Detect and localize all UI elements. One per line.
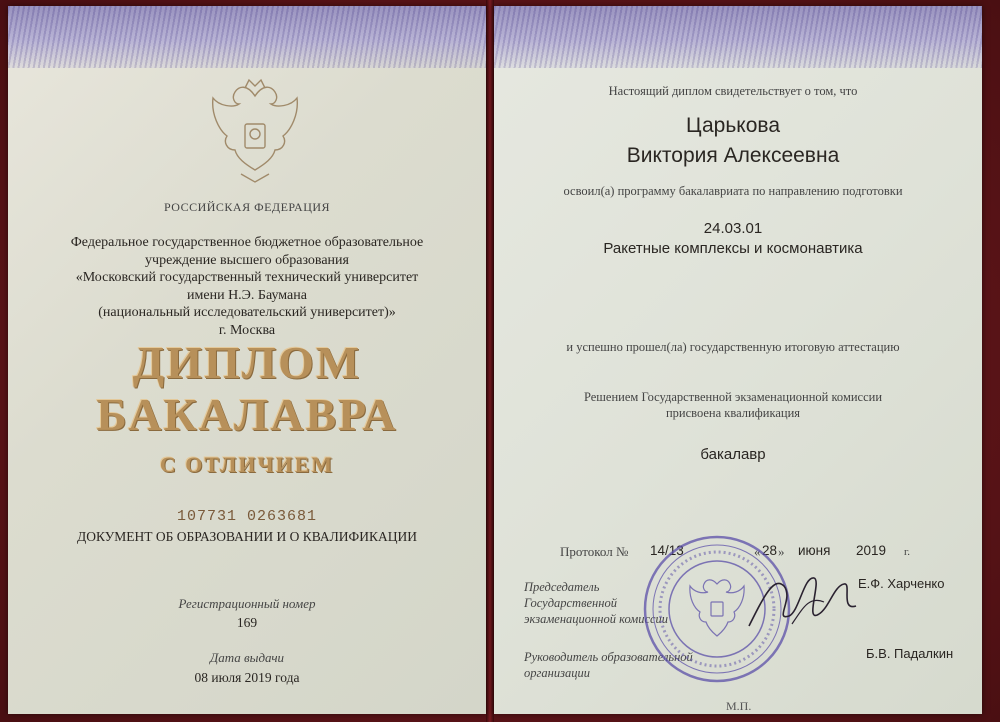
institution-line: «Московский государственный технический университет [75,270,419,285]
stamp-place: М.П. [726,699,752,713]
head-name: Б.В. Падалкин [866,646,954,661]
diploma-spine [486,0,494,722]
chair-label-line: Председатель [524,580,600,594]
decorative-band [8,6,486,68]
program-text: освоил(а) программу бакалавриата по направлению подготовки [563,184,903,198]
decision-line2: присвоена квалификация [665,406,801,420]
decision-line1: Решением Государственной экзаменационной комиссии [583,390,883,404]
graduate-surname: Царькова [686,114,780,137]
institution-name [48,234,446,339]
diploma-title-line2: БАКАЛАВРА [96,389,398,440]
diploma-title-line1: ДИПЛОМ [132,337,362,388]
head-label-line: Руководитель образовательной [524,650,693,664]
decorative-band [494,6,982,68]
date-quote-open: « [754,544,761,559]
chair-label-line: экзаменационной комиссии [524,612,669,626]
program-name: Ракетные комплексы и космонавтика [603,240,863,257]
registration-label: Регистрационный номер [178,596,316,611]
institution-line: (национальный исследовательский университет)» [98,305,396,320]
protocol-day: 28 [762,543,778,558]
year-suffix: г. [904,546,911,558]
date-quote-close: » [778,544,785,559]
protocol-year: 2019 [856,543,887,558]
head-label-line: организации [524,666,590,680]
country-name: РОССИЙСКАЯ ФЕДЕРАЦИЯ [163,200,331,214]
signature-icon [744,566,864,636]
honors-label: С ОТЛИЧИЕМ [159,452,335,477]
issue-date: 08 июля 2019 года [194,670,300,685]
institution-line: г. Москва [218,322,276,338]
institution-line: имени Н.Э. Баумана [187,287,307,303]
institution-line: учреждение высшего образования [145,252,349,268]
diploma-left-page [8,6,486,714]
chair-label-line: Государственной [524,596,617,610]
issue-date-label: Дата выдачи [209,650,285,665]
intro-text: Настоящий диплом свидетельствует о том, что [608,84,858,98]
document-type: ДОКУМЕНТ ОБ ОБРАЗОВАНИИ И О КВАЛИФИКАЦИИ [77,529,417,544]
diploma-right-page [494,6,982,714]
protocol-number: 14/13 [650,543,684,558]
chair-name: Е.Ф. Харченко [858,576,945,591]
attestation-text: и успешно прошел(ла) государственную итоговую аттестацию [566,340,900,354]
institution-line: Федеральное государственное бюджетное образовательное [70,235,424,250]
protocol-label: Протокол № [560,544,629,559]
serial-number: 107731 0263681 [176,508,318,525]
registration-number: 169 [236,615,258,630]
protocol-month: июня [798,543,831,558]
coat-of-arms-icon [204,78,306,188]
qualification: бакалавр [700,446,766,463]
graduate-name: Виктория Алексеевна [626,144,840,167]
program-code: 24.03.01 [703,220,763,237]
